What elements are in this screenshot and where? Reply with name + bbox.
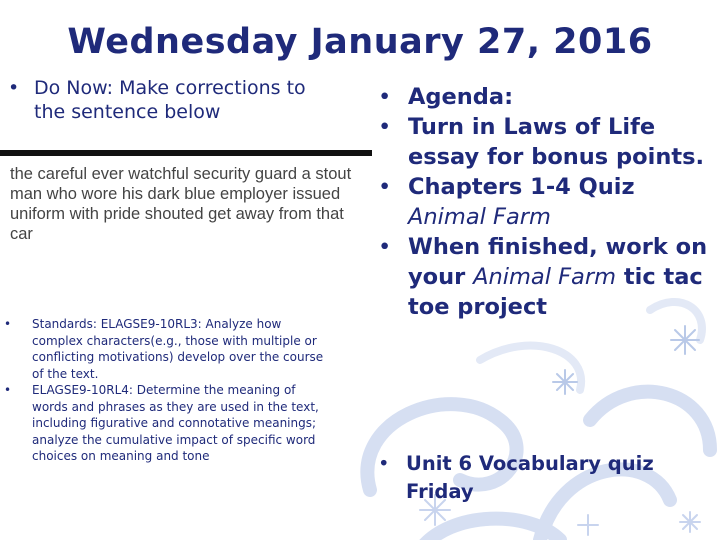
snowflake-icon xyxy=(671,326,699,354)
do-now-text: Do Now: Make corrections to the sentence below xyxy=(34,77,306,123)
agenda-item: • Chapters 1-4 Quiz Animal Farm xyxy=(378,174,635,230)
do-now-instruction xyxy=(8,76,338,124)
agenda-item: • Unit 6 Vocabulary quiz Friday xyxy=(378,452,654,503)
standards-list xyxy=(4,316,324,465)
agenda-heading: • Agenda: xyxy=(378,84,514,110)
agenda-item: • When finished, work on your Animal Farm tic tac toe project xyxy=(378,234,708,320)
standard-text: ELAGSE9-10RL3: Analyze how complex characters(e.g., those with multiple or conflicting motivations) develop over the course of the text. xyxy=(32,317,324,381)
standard-item: • ELAGSE9-10RL4: Determine the meaning of words and phrases as they are used in the text, including figurative and connotative meanings; analyze the cumulative impact of specific word choices on meaning and tone xyxy=(4,383,319,463)
standards-label: Standards: xyxy=(32,317,97,331)
standard-item: • Standards: ELAGSE9-10RL3: Analyze how complex characters(e.g., those with multiple or conflicting motivations) develop over the course of the text. xyxy=(4,317,324,381)
bullet: • xyxy=(8,77,20,99)
vocab-quiz-note xyxy=(378,450,698,506)
agenda-item: • Turn in Laws of Life essay for bonus points. xyxy=(378,114,705,170)
page-title: Wednesday January 27, 2016 xyxy=(67,22,653,62)
sentence-box xyxy=(0,150,372,248)
agenda-list xyxy=(378,82,720,322)
standard-text: ELAGSE9-10RL4: Determine the meaning of words and phrases as they are used in the text, including figurative and connotative meanings; analyze the cumulative impact of specific word choices on meaning and tone xyxy=(32,383,319,463)
sentence-text: the careful ever watchful security guard a stout man who wore his dark blue employer issued uniform with pride shouted get away from that car xyxy=(10,165,352,243)
